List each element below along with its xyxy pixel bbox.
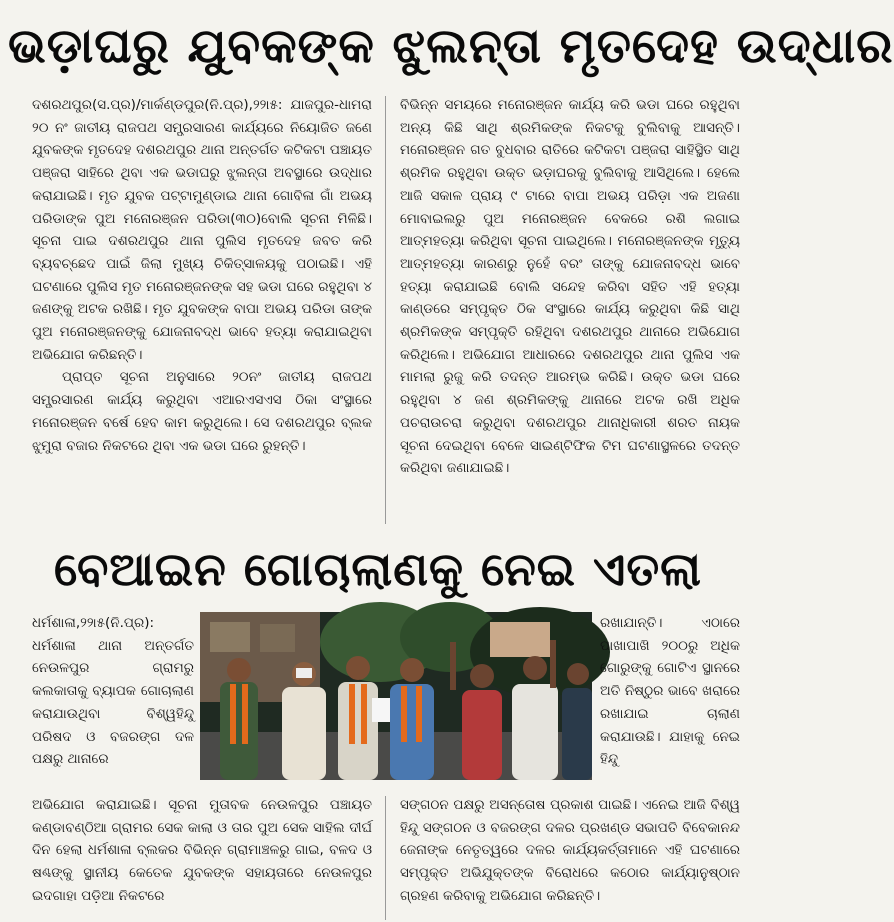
column-divider: [385, 96, 386, 524]
story2-headline: ବେଆଇନ ଗୋଚାଲାଣକୁ ନେଇ ଏତଲା: [53, 542, 703, 596]
column-divider: [385, 796, 386, 920]
story1-right-column: [400, 94, 740, 528]
story2-para: ଅଭିଯୋଗ କରାଯାଇଛି। ସୂଚନା ମୁତାବକ ନେଉଳପୁର ପଞ୍ଚାୟତ କଣ୍ଡାବଣ୍ଠିଆ ଗ୍ରାମର ସେକ କାଲା ଓ ତାର ପୁଅ ସେକ ସାହିଲ ଦୀର୍ଘ ଦିନ ହେଲା ଧର୍ମଶାଳା ବ୍ଲକର ବିଭିନ୍ନ ଗ୍ରାମାଞ୍ଚଳରୁ ଗାଇ, ବଳଦ ଓ ଷଣ୍ଢଙ୍କୁ ସ୍ଥାନୀୟ କେତେକ ଯୁବକଙ୍କ ସହାୟତାରେ ନେଉଳପୁର ଇଦଗାହା ପଡ଼ିଆ ନିକଟରେ: [32, 797, 372, 904]
story2-para: ଧର୍ମଶାଳା,୨୨ା୫(ନି.ପ୍ର): ଧର୍ମଶାଳା ଥାନା ଅନ୍ତର୍ଗତ ନେଉଳପୁର ଗ୍ରାମରୁ କଲକାତାକୁ ବ୍ୟାପକ ଗୋଚାଲାଣ କରାଯାଉଥିବା ବିଶ୍ୱହିନ୍ଦୁ ପରିଷଦ ଓ ବଜରଙ୍ଗ ଦଳ ପକ୍ଷରୁ ଥାନାରେ: [32, 615, 194, 768]
story2-bottom-left-column: [32, 794, 372, 922]
story2-para: ସଙ୍ଗଠନ ପକ୍ଷରୁ ଅସନ୍ତୋଷ ପ୍ରକାଶ ପାଇଛି। ଏନେଇ ଆଜି ବିଶ୍ୱ ହିନ୍ଦୁ ସଙ୍ଗଠନ ଓ ବଜରଙ୍ଗ ଦଳର ପ୍ରଖଣ୍ଡ ସଭାପତି ବିବେକାନନ୍ଦ ଜେନାଙ୍କ ନେତୃତ୍ୱରେ ଦଳର କାର୍ଯ୍ୟକର୍ତ୍ତାମାନେ ଏହି ଘଟଣାରେ ସମ୍ପୃକ୍ତ ଅଭିଯୁକ୍ତଙ୍କ ବିରୋଧରେ କଠୋର କାର୍ଯ୍ୟାନୁଷ୍ଠାନ ଗ୍ରହଣ କରିବାକୁ ଅଭିଯୋଗ କରିଛନ୍ତି।: [400, 797, 740, 904]
story1-left-column: [32, 94, 372, 528]
story2-right-top-column: [600, 612, 740, 792]
news-photo: [200, 612, 592, 780]
story1-para: ବିଭିନ୍ନ ସମୟରେ ମନୋରଞ୍ଜନ କାର୍ଯ୍ୟ କରି ଭଡା ଘରେ ରହୁଥିବା ଅନ୍ୟ କିଛି ସାଥି ଶ୍ରମିକଙ୍କ ନିକଟକୁ ବୁଲିବାକୁ ଆସନ୍ତି। ମନୋରଞ୍ଜନ ଗତ ବୁଧବାର ରାତିରେ କଟିକଟା ପଞ୍ଜରା ସାହିସ୍ଥିତ ସାଥି ଶ୍ରମିକ ରହୁଥିବା ଉକ୍ତ ଭଡ଼ାଘରକୁ ବୁଲିବାକୁ ଆସିଥିଲେ। ହେଲେ ଆଜି ସକାଳ ପ୍ରାୟ ୯ ଟାରେ ବାପା ଅଭୟ ପରିଡ଼ା ଏକ ଅଜଣା ମୋବାଇଲରୁ ପୁଅ ମନୋରଞ୍ଜନ ବେକରେ ରଶି ଲଗାଇ ଆତ୍ମହତ୍ୟା କରିଥିବା ସୂଚନା ପାଇଥିଲେ। ମନୋରଞ୍ଜନଙ୍କ ମୃତ୍ୟୁ ଆତ୍ମହତ୍ୟା କାରଣରୁ ନୁହେଁ ବରଂ ତାଙ୍କୁ ଯୋଜନାବଦ୍ଧ ଭାବେ ହତ୍ୟା କରାଯାଇଛି ବୋଲି ସନ୍ଦେହ କରିବା ସହିତ ଏହି ହତ୍ୟା କାଣ୍ଡରେ ସମ୍ପୃକ୍ତ ଠିକ ସଂସ୍ଥାରେ କାର୍ଯ୍ୟ କରୁଥିବା କିଛି ସାଥି ଶ୍ରମିକଙ୍କ ସମ୍ପୃକ୍ତି ରହିଥିବା ଦଶରଥପୁର ଥାନାରେ ଅଭିଯୋଗ କରିଥିଲେ। ଅଭିଯୋଗ ଆଧାରରେ ଦଶରଥପୁର ଥାନା ପୁଲିସ ଏକ ମାମଲା ରୁଜୁ କରି ତଦନ୍ତ ଆରମ୍ଭ କରିଛି। ଉକ୍ତ ଭଡା ଘରେ ରହୁଥିବା ୪ ଜଣ ଶ୍ରମିକଙ୍କୁ ଥାନାରେ ଅଟକ ରଖି ଅଧିକ ପଚରାଉଚରା କରୁଥିବା ଦଶରଥପୁର ଥାନାଧିକାରୀ ଶରତ ନାୟକ ସୂଚନା ଦେଇଥିବା ବେଳେ ସାଇଣ୍ଟିଫିକ ଟିମ ଘଟଣାସ୍ଥଳରେ ତଦନ୍ତ କରିଥିବା ଜଣାଯାଇଛି।: [400, 97, 740, 477]
story2-left-top-column: [32, 612, 194, 792]
story2-bottom-right-column: [400, 794, 740, 922]
story1-para: ପ୍ରାପ୍ତ ସୂଚନା ଅନୁସାରେ ୨୦ନଂ ଜାତୀୟ ରାଜପଥ ସମ୍ପ୍ରସାରଣ କାର୍ଯ୍ୟ କରୁଥିବା ଏଆରଏସଏସ ଠିକା ସଂସ୍ଥାରେ ମନୋରଞ୍ଜନ ବର୍ଷେ ହେବ କାମ କରୁଥିଲେ। ସେ ଦଶରଥପୁର ବ୍ଲକ ଝୁମୁରା ବଜାର ନିକଟରେ ଥିବା ଏକ ଭଡା ଘରେ ରୁହନ୍ତି।: [32, 369, 372, 454]
story1-para: ଦଶରଥପୁର(ସ.ପ୍ର)/ମାର୍କଣ୍ଡପୁର(ନି.ପ୍ର),୨୨ା୫: ଯାଜପୁର-ଧାମରା ୨୦ ନଂ ଜାତୀୟ ରାଜପଥ ସମ୍ପ୍ରସାରଣ କାର୍ଯ୍ୟରେ ନିୟୋଜିତ ଜଣେ ଯୁବକଙ୍କ ମୃତଦେହ ଦଶରଥପୁର ଥାନା ଅନ୍ତର୍ଗତ କଟିକଟା ପଞ୍ଚାୟତ ପଞ୍ଜରା ସାହିରେ ଥିବା ଏକ ଭଡାଘରୁ ଝୁଲନ୍ତା ଅବସ୍ଥାରେ ଉଦ୍ଧାର କରାଯାଇଛି। ମୃତ ଯୁବକ ପଟ୍ଟାମୁଣ୍ଡାଇ ଥାନା ଗୋବିଳା ଗାଁ ଅଭୟ ପରିଡାଙ୍କ ପୁଅ ମନୋରଞ୍ଜନ ପରିଡା(୩୦)ବୋଲି ସୂଚନା ମିଳିଛି। ସୂଚନା ପାଇ ଦଶରଥପୁର ଥାନା ପୁଲିସ ମୃତଦେହ ଜବତ କରି ବ୍ୟବଚ୍ଛେଦ ପାଇଁ ଜିଲା ମୁଖ୍ୟ ଚିକିତ୍ସାଳୟକୁ ପଠାଇଛି। ଏହି ଘଟଣାରେ ପୁଲିସ ମୃତ ମନୋରଞ୍ଜନଙ୍କ ସହ ଭଡା ଘରେ ରହୁଥିବା ୪ ଜଣଙ୍କୁ ଅଟକ ରଖିଛି। ମୃତ ଯୁବକଙ୍କ ବାପା ଅଭୟ ପରିଡା ତାଙ୍କ ପୁଅ ମନୋରଞ୍ଜନଙ୍କୁ ଯୋଜନାବଦ୍ଧ ଭାବେ ହତ୍ୟା କରାଯାଇଥିବା ଅଭିଯୋଗ କରିଛନ୍ତି।: [32, 97, 372, 363]
story2-para: ରଖାଯାନ୍ତି। ଏଠାରେ ପାଖାପାଖି ୨୦୦ରୁ ଅଧିକ ଗୋରୁଙ୍କୁ ଗୋଟିଏ ସ୍ଥାନରେ ଅତି ନିଷ୍ଠୁର ଭାବେ ଖରାରେ ରଖାଯାଇ ଚାଲାଣ କରାଯାଉଛି। ଯାହାକୁ ନେଇ ହିନ୍ଦୁ: [600, 615, 740, 768]
story1-headline: ଭଡ଼ାଘରୁ ଯୁବକଙ୍କ ଝୁଲନ୍ତା ମୃତଦେହ ଉଦ୍ଧାର: [8, 18, 894, 74]
